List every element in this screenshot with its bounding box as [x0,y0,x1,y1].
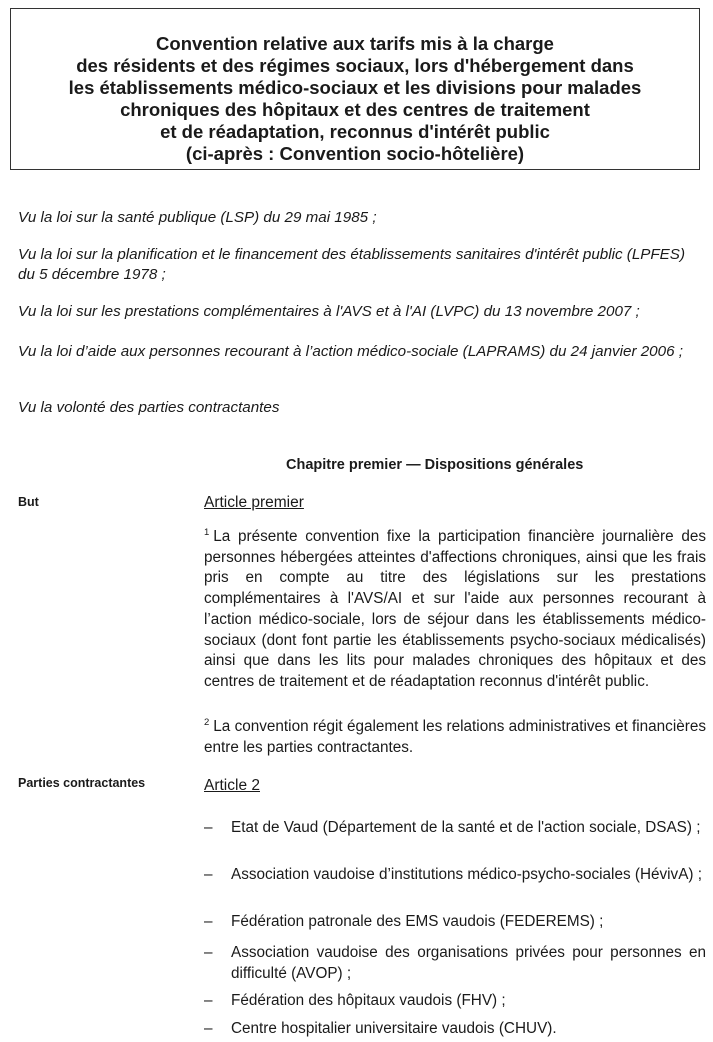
list-dash: – [204,992,213,1009]
list-dash: – [204,1020,213,1037]
title-line: les établissements médico-sociaux et les divisions pour malades [68,77,642,98]
title-line: Convention relative aux tarifs mis à la charge [156,33,554,54]
party-list-item [204,865,706,886]
party-text: Association vaudoise des organisations privées pour personnes en difficulté (AVOP) ; [231,944,706,982]
margin-label-parties: Parties contractantes [18,776,146,790]
article-title: Article 2 [204,777,260,794]
party-list-item [204,943,706,984]
article-paragraph [204,527,706,693]
title-line: et de réadaptation, reconnus d'intérêt public [160,121,550,142]
article-paragraph [204,717,706,758]
party-text: Association vaudoise d’institutions médico-psycho-sociales (HévivA) ; [231,866,703,883]
preamble-item: Vu la loi d’aide aux personnes recourant à l’action médico-sociale (LAPRAMS) du 24 janvier 2006 ; [18,343,683,360]
paragraph-number: 2 [204,717,210,728]
chapter-heading: Chapitre premier — Dispositions générales [286,457,584,473]
list-dash: – [204,944,213,961]
document-title-box [10,8,700,170]
list-dash: – [204,866,213,883]
title-line: chroniques des hôpitaux et des centres de traitement [120,99,590,120]
party-list-item [204,1019,706,1040]
party-text: Fédération patronale des EMS vaudois (FEDEREMS) ; [231,913,604,930]
title-line: des résidents et des régimes sociaux, lors d'hébergement dans [76,55,634,76]
preamble-item: Vu la loi sur la planification et le financement des établissements sanitaires d'intérêt public (LPFES) du 5 décembre 1978 ; [18,246,685,283]
preamble-item: Vu la loi sur la santé publique (LSP) du 29 mai 1985 ; [18,209,377,226]
paragraph-text: La convention régit également les relations administratives et financières entre les parties contractantes. [204,718,706,756]
party-text: Centre hospitalier universitaire vaudois (CHUV). [231,1020,557,1037]
article-title: Article premier [204,494,304,511]
paragraph-text: La présente convention fixe la participation financière journalière des personnes hébergées atteintes d'affections chroniques, ainsi que les frais pris en compte au titre des législations sur les prestations complémentaires à l'AVS/AI et sur l'aide aux personnes recourant à l’action médico-sociale, lors de séjour dans les établissements médico-sociaux (dont font partie les établissements psycho-sociaux médicalisés) ainsi que dans les lits pour malades chroniques des hôpitaux et des centres de traitement et de réadaptation reconnus d'intérêt public. [204,528,706,690]
margin-label-but: But [18,495,39,509]
list-dash: – [204,913,213,930]
preamble-item: Vu la volonté des parties contractantes [18,399,280,416]
list-dash: – [204,819,213,836]
paragraph-number: 1 [204,527,210,538]
party-text: Etat de Vaud (Département de la santé et de l'action sociale, DSAS) ; [231,819,701,836]
title-line: (ci-après : Convention socio-hôtelière) [185,143,525,164]
party-list-item [204,991,706,1012]
preamble-item: Vu la loi sur les prestations complémentaires à l'AVS et à l'AI (LVPC) du 13 novembre 2007 ; [18,303,640,320]
party-list-item [204,912,706,933]
party-list-item [204,818,706,839]
party-text: Fédération des hôpitaux vaudois (FHV) ; [231,992,506,1009]
